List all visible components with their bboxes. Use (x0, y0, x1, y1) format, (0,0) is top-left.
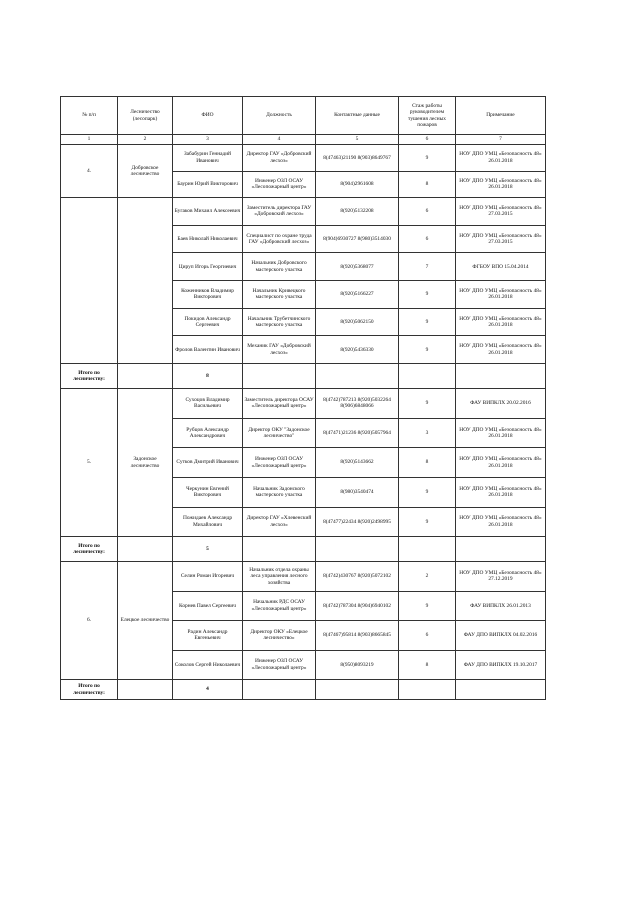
district-number: 5. (61, 389, 118, 537)
column-number: 5 (316, 135, 399, 145)
empty-cell (61, 198, 118, 364)
position-cell: Начальник Трубетчинского мастерского участка (243, 308, 316, 336)
contact-cell: 8(4742)787304 8(904)6940102 (316, 591, 399, 621)
position-cell: Начальник отдела охраны леса управления лесного хозяйства (243, 562, 316, 592)
total-row (61, 537, 546, 562)
fio-cell: Сухоцов Владимир Васильевич (173, 389, 243, 419)
experience-cell: 3 (399, 418, 456, 448)
contact-cell: 8(47477)22434 8(920)2498995 (316, 507, 399, 537)
position-cell: Инженер ОЗЛ ОСАУ «Лесопожарный центр» (243, 650, 316, 680)
district-name: Добровское лесничество (118, 145, 173, 198)
contact-cell: 8(4742)787213 8(920)5032264 8(906)6848066 (316, 389, 399, 419)
note-cell: НОУ ДПО УМЦ «Безопасность 48» 26.01.2018 (456, 507, 546, 537)
contact-cell: 8(920)5166227 (316, 281, 399, 309)
fio-cell: Селин Роман Игоревич (173, 562, 243, 592)
note-cell: НОУ ДПО УМЦ «Безопасность 48» 27.03.2015 (456, 225, 546, 253)
empty-cell (399, 364, 456, 389)
total-value: 4 (173, 680, 243, 700)
experience-cell: 2 (399, 562, 456, 592)
position-cell: Директор ОКУ «Елецкое лесничество» (243, 621, 316, 651)
position-cell: Инженер ОЗЛ ОСАУ «Лесопожарный центр» (243, 171, 316, 198)
contact-cell: 8(47463)21190 8(903)8649767 (316, 145, 399, 172)
empty-cell (243, 364, 316, 389)
contact-cell: 8(904)6930727 8(980)3514030 (316, 225, 399, 253)
position-cell: Директор ОКУ "Задонское лесничество" (243, 418, 316, 448)
empty-cell (456, 364, 546, 389)
header-contacts: Контактные данные (316, 97, 399, 135)
experience-cell: 8 (399, 448, 456, 478)
position-cell: Директор ГАУ «Хлевенский лесхоз» (243, 507, 316, 537)
position-cell: Механик ГАУ «Добровский лесхоз» (243, 336, 316, 364)
experience-cell: 7 (399, 253, 456, 281)
fio-cell: Радин Александр Евгеньевич (173, 621, 243, 651)
experience-cell: 8 (399, 171, 456, 198)
note-cell: НОУ ДПО УМЦ «Безопасность 48» 26.01.2018 (456, 336, 546, 364)
position-cell: Начальник Добровского мастерского участка (243, 253, 316, 281)
empty-cell (316, 537, 399, 562)
empty-cell (118, 680, 173, 700)
fio-cell: Корнев Павел Сергеевич (173, 591, 243, 621)
total-label: Итого по лесничеству: (61, 680, 118, 700)
experience-cell: 9 (399, 507, 456, 537)
header-district: Лесничество (лесопарк) (118, 97, 173, 135)
contact-cell: 8(920)5062150 (316, 308, 399, 336)
position-cell: Начальник Задонского мастерского участка (243, 477, 316, 507)
district-number: 4. (61, 145, 118, 198)
column-number: 4 (243, 135, 316, 145)
contact-cell: 8(950)8093219 (316, 650, 399, 680)
experience-cell: 9 (399, 477, 456, 507)
experience-cell: 6 (399, 198, 456, 226)
total-value: 5 (173, 537, 243, 562)
total-label: Итого по лесничеству: (61, 364, 118, 389)
contact-cell: 8(920)5132208 (316, 198, 399, 226)
fio-cell: Сутков Дмитрий Иванович (173, 448, 243, 478)
table-row (61, 198, 546, 226)
empty-cell (456, 537, 546, 562)
fio-cell: Фролов Валентин Иванович (173, 336, 243, 364)
empty-cell (399, 537, 456, 562)
empty-cell (456, 680, 546, 700)
column-number: 2 (118, 135, 173, 145)
district-number: 6. (61, 562, 118, 680)
note-cell: ФАУ ДПО ВИПКЛХ 19.10.2017 (456, 650, 546, 680)
experience-cell: 6 (399, 621, 456, 651)
fio-cell: Коженников Владимир Викторович (173, 281, 243, 309)
note-cell: НОУ ДПО УМЦ «Безопасность 48» 27.03.2015 (456, 198, 546, 226)
contact-cell: 8(904)2961608 (316, 171, 399, 198)
header-row (61, 97, 546, 135)
fio-cell: Бугаков Михаил Алексеевич (173, 198, 243, 226)
column-number: 3 (173, 135, 243, 145)
total-value: 8 (173, 364, 243, 389)
empty-cell (399, 680, 456, 700)
total-label: Итого по лесничеству: (61, 537, 118, 562)
contact-cell: 8(920)5436330 (316, 336, 399, 364)
note-cell: НОУ ДПО УМЦ «Безопасность 48» 26.01.2018 (456, 171, 546, 198)
column-number-row (61, 135, 546, 145)
experience-cell: 9 (399, 336, 456, 364)
fio-cell: Забабурин Геннадий Иванович (173, 145, 243, 172)
fio-cell: Баев Николай Николаевич (173, 225, 243, 253)
empty-cell (316, 364, 399, 389)
note-cell: НОУ ДПО УМЦ «Безопасность 48» 26.01.2018 (456, 145, 546, 172)
fio-cell: Покидов Александр Сергеевич (173, 308, 243, 336)
table-row (61, 389, 546, 419)
note-cell: ФГБОУ ВПО 15.04.2014 (456, 253, 546, 281)
note-cell: ФАУ ВИПКЛХ 20.02.2016 (456, 389, 546, 419)
header-fio: ФИО (173, 97, 243, 135)
position-cell: Начальник Кривецкого мастерского участка (243, 281, 316, 309)
experience-cell: 9 (399, 591, 456, 621)
empty-cell (243, 537, 316, 562)
district-name: Задонское лесничество (118, 389, 173, 537)
position-cell: Специалист по охране труда ГАУ «Добровский лесхоз» (243, 225, 316, 253)
fio-cell: Рубцов Александр Александрович (173, 418, 243, 448)
experience-cell: 9 (399, 389, 456, 419)
fio-cell: Баурин Юрий Викторович (173, 171, 243, 198)
district-name: Елецкое лесничество (118, 562, 173, 680)
contact-cell: 8(980)3540474 (316, 477, 399, 507)
position-cell: Инженер ОЗЛ ОСАУ «Лесопожарный центр» (243, 448, 316, 478)
fio-cell: Пожидаев Александр Михайлович (173, 507, 243, 537)
fio-cell: Соколов Сергей Николаевич (173, 650, 243, 680)
empty-cell (243, 680, 316, 700)
contact-cell: 8(920)5368077 (316, 253, 399, 281)
position-cell: Заместитель директора ГАУ «Добровский лесхоз» (243, 198, 316, 226)
fio-cell: Цируп Игорь Георгиевич (173, 253, 243, 281)
empty-cell (118, 198, 173, 364)
note-cell: ФАУ ДПО ВИПКЛХ 04.02.2016 (456, 621, 546, 651)
contact-cell: 8(4742)430767 8(920)5072102 (316, 562, 399, 592)
contact-cell: 8(47471)21236 8(920)5057964 (316, 418, 399, 448)
total-row (61, 680, 546, 700)
position-cell: Заместитель директора ОСАУ «Лесопожарный центр» (243, 389, 316, 419)
empty-cell (316, 680, 399, 700)
experience-cell: 9 (399, 145, 456, 172)
experience-cell: 8 (399, 650, 456, 680)
contact-cell: 8(920)5143662 (316, 448, 399, 478)
column-number: 7 (456, 135, 546, 145)
staff-table (60, 96, 546, 700)
total-row (61, 364, 546, 389)
empty-cell (118, 364, 173, 389)
header-note: Примечание (456, 97, 546, 135)
note-cell: НОУ ДПО УМЦ «Безопасность 48» 26.01.2018 (456, 448, 546, 478)
note-cell: НОУ ДПО УМЦ «Безопасность 48» 26.01.2018 (456, 281, 546, 309)
table-row (61, 145, 546, 172)
column-number: 6 (399, 135, 456, 145)
note-cell: НОУ ДПО УМЦ «Безопасность 48» 27.12.2019 (456, 562, 546, 592)
experience-cell: 6 (399, 225, 456, 253)
column-number: 1 (61, 135, 118, 145)
note-cell: НОУ ДПО УМЦ «Безопасность 48» 26.01.2018 (456, 418, 546, 448)
header-experience: Стаж работы руководителем тушения лесных пожаров (399, 97, 456, 135)
contact-cell: 8(47467)95814 8(903)8665845 (316, 621, 399, 651)
header-position: Должность (243, 97, 316, 135)
experience-cell: 9 (399, 281, 456, 309)
position-cell: Начальник РДС ОСАУ «Лесопожарный центр» (243, 591, 316, 621)
position-cell: Директор ГАУ «Добровский лесхоз» (243, 145, 316, 172)
note-cell: ФАУ ВИПКЛХ 26.01.2013 (456, 591, 546, 621)
empty-cell (118, 537, 173, 562)
note-cell: НОУ ДПО УМЦ «Безопасность 48» 26.01.2018 (456, 477, 546, 507)
header-num: № п/п (61, 97, 118, 135)
note-cell: НОУ ДПО УМЦ «Безопасность 48» 26.01.2018 (456, 308, 546, 336)
table-row (61, 562, 546, 592)
experience-cell: 9 (399, 308, 456, 336)
fio-cell: Черкунин Евгений Викторович (173, 477, 243, 507)
